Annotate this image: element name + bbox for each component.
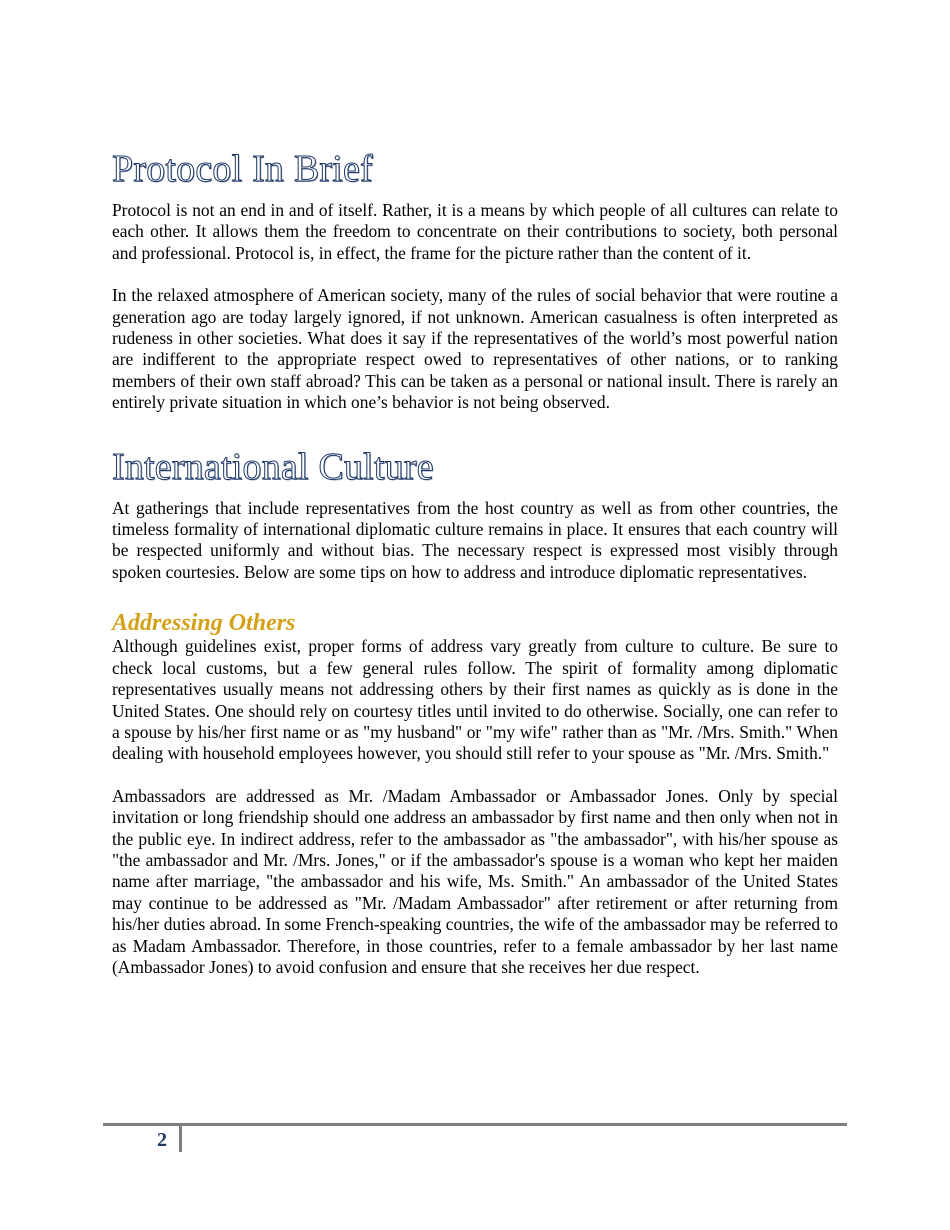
paragraph: Ambassadors are addressed as Mr. /Madam Ambassador or Ambassador Jones. Only by special invitation or long friendship should one address an ambassador by first name and then only when not in the public eye. In indirect address, refer to the ambassador as "the ambassador", with his/her spouse as "the ambassador and Mr. /Mrs. Jones," or if the ambassador's spouse is a woman who kept her maiden name after marriage, "the ambassador and his wife, Ms. Smith." An ambassador of the United States may continue to be addressed as "Mr. /Madam Ambassador" after retirement or after returning from his/her duties abroad. In some French-speaking countries, the wife of the ambassador may be referred to as Madam Ambassador. Therefore, in those countries, refer to a female ambassador by her last name (Ambassador Jones) to avoid confusion and ensure that she receives her due respect. <box>112 785 838 977</box>
paragraph: Protocol is not an end in and of itself. Rather, it is a means by which people of all cultures can relate to each other. It allows them the freedom to concentrate on their contributions to society, both personal and professional. Protocol is, in effect, the frame for the picture rather than the content of it. <box>112 200 838 263</box>
section-title-international-culture: International Culture <box>112 445 434 488</box>
page-number: 2 <box>157 1129 167 1151</box>
paragraph: Although guidelines exist, proper forms of address vary greatly from culture to culture. Be sure to check local customs, but a few general rules follow. The spirit of formality among diplomatic representatives usually means not addressing others by their first names as quickly as is done in the United States. One should rely on courtesy titles until invited to do otherwise. Socially, one can refer to a spouse by his/her first name or as "my husband" or "my wife" rather than as "Mr. /Mrs. Smith." When dealing with household employees however, you should still refer to your spouse as "Mr. /Mrs. Smith." <box>112 636 838 764</box>
footer-rule <box>103 1123 847 1126</box>
footer-divider <box>179 1126 182 1152</box>
section-title-protocol-in-brief: Protocol In Brief <box>112 148 373 190</box>
paragraph: In the relaxed atmosphere of American society, many of the rules of social behavior that were routine a generation ago are today largely ignored, if not unknown. American casualness is often interpreted as rudeness in other societies. What does it say if the representatives of the world’s most powerful nation are indifferent to the appropriate respect owed to representatives of other nations, or to ranking members of their own staff abroad? This can be taken as a personal or national insult. There is rarely an entirely private situation in which one’s behavior is not being observed. <box>112 285 838 413</box>
page-footer <box>103 1123 847 1153</box>
paragraph: At gatherings that include representatives from the host country as well as from other countries, the timeless formality of international diplomatic culture remains in place. It ensures that each country will be respected uniformly and without bias. The necessary respect is expressed most visibly through spoken courtesies. Below are some tips on how to address and introduce diplomatic representatives. <box>112 497 838 582</box>
document-page <box>112 146 838 978</box>
subsection-title-addressing-others: Addressing Others <box>112 610 296 637</box>
